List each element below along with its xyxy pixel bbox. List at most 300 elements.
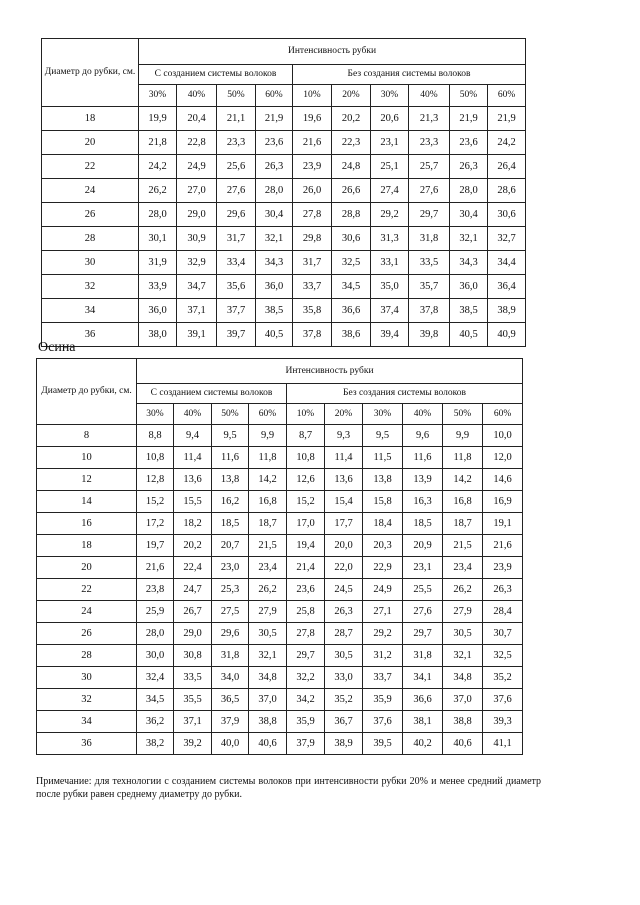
value-cell: 26,0 [293, 179, 332, 203]
intensity-percent-header: 40% [174, 404, 212, 425]
value-cell: 29,7 [409, 203, 450, 227]
intensity-percent-header: 40% [403, 404, 443, 425]
value-cell: 24,9 [177, 155, 217, 179]
diameter-cell: 28 [37, 645, 137, 667]
value-cell: 24,5 [325, 579, 363, 601]
value-cell: 30,5 [443, 623, 483, 645]
section-title-aspen: Осина [38, 340, 76, 355]
value-cell: 40,0 [212, 733, 249, 755]
intensity-percent-header: 10% [293, 85, 332, 107]
diameter-cell: 32 [37, 689, 137, 711]
group-without-trails-header: Без создания системы волоков [287, 384, 523, 404]
value-cell: 33,7 [293, 275, 332, 299]
value-cell: 40,6 [443, 733, 483, 755]
value-cell: 38,5 [450, 299, 488, 323]
value-cell: 19,1 [483, 513, 523, 535]
value-cell: 26,3 [325, 601, 363, 623]
value-cell: 21,9 [256, 107, 293, 131]
value-cell: 36,5 [212, 689, 249, 711]
value-cell: 18,7 [249, 513, 287, 535]
value-cell: 29,2 [363, 623, 403, 645]
value-cell: 13,8 [363, 469, 403, 491]
value-cell: 30,6 [332, 227, 371, 251]
table-row [42, 323, 526, 347]
value-cell: 23,0 [212, 557, 249, 579]
intensity-percent-header: 50% [443, 404, 483, 425]
value-cell: 34,8 [249, 667, 287, 689]
value-cell: 27,8 [293, 203, 332, 227]
value-cell: 18,7 [443, 513, 483, 535]
value-cell: 15,4 [325, 491, 363, 513]
value-cell: 11,6 [212, 447, 249, 469]
intensity-percent-header: 60% [256, 85, 293, 107]
value-cell: 16,9 [483, 491, 523, 513]
value-cell: 19,6 [293, 107, 332, 131]
value-cell: 33,5 [174, 667, 212, 689]
value-cell: 15,2 [287, 491, 325, 513]
value-cell: 33,9 [139, 275, 177, 299]
value-cell: 33,7 [363, 667, 403, 689]
value-cell: 35,7 [409, 275, 450, 299]
group-without-trails-header: Без создания системы волоков [293, 65, 526, 85]
diameter-cell: 18 [42, 107, 139, 131]
value-cell: 37,6 [363, 711, 403, 733]
value-cell: 11,5 [363, 447, 403, 469]
value-cell: 18,2 [174, 513, 212, 535]
value-cell: 32,7 [488, 227, 526, 251]
value-cell: 37,8 [293, 323, 332, 347]
value-cell: 13,9 [403, 469, 443, 491]
diameter-cell: 20 [37, 557, 137, 579]
value-cell: 31,9 [139, 251, 177, 275]
value-cell: 41,1 [483, 733, 523, 755]
value-cell: 10,8 [137, 447, 174, 469]
value-cell: 16,8 [249, 491, 287, 513]
intensity-percent-header: 50% [217, 85, 256, 107]
value-cell: 16,8 [443, 491, 483, 513]
value-cell: 23,9 [483, 557, 523, 579]
value-cell: 33,5 [409, 251, 450, 275]
value-cell: 35,9 [287, 711, 325, 733]
value-cell: 33,1 [371, 251, 409, 275]
value-cell: 19,7 [137, 535, 174, 557]
intensity-percent-header: 50% [212, 404, 249, 425]
table-row [42, 155, 526, 179]
value-cell: 21,9 [450, 107, 488, 131]
value-cell: 17,2 [137, 513, 174, 535]
value-cell: 9,9 [443, 425, 483, 447]
value-cell: 29,6 [212, 623, 249, 645]
value-cell: 27,4 [371, 179, 409, 203]
diameter-cell: 22 [37, 579, 137, 601]
value-cell: 9,5 [212, 425, 249, 447]
value-cell: 21,6 [483, 535, 523, 557]
value-cell: 37,6 [483, 689, 523, 711]
value-cell: 32,2 [287, 667, 325, 689]
value-cell: 37,9 [287, 733, 325, 755]
diameter-cell: 32 [42, 275, 139, 299]
value-cell: 22,8 [177, 131, 217, 155]
value-cell: 35,9 [363, 689, 403, 711]
value-cell: 20,7 [212, 535, 249, 557]
value-cell: 30,5 [249, 623, 287, 645]
value-cell: 30,0 [137, 645, 174, 667]
value-cell: 39,5 [363, 733, 403, 755]
value-cell: 21,4 [287, 557, 325, 579]
value-cell: 32,1 [256, 227, 293, 251]
value-cell: 28,4 [483, 601, 523, 623]
intensity-header: Интенсивность рубки [137, 359, 523, 384]
value-cell: 22,4 [174, 557, 212, 579]
value-cell: 31,8 [409, 227, 450, 251]
diameter-cell: 14 [37, 491, 137, 513]
value-cell: 25,6 [217, 155, 256, 179]
value-cell: 21,9 [488, 107, 526, 131]
table-row [37, 601, 523, 623]
table-row [37, 447, 523, 469]
value-cell: 32,5 [483, 645, 523, 667]
value-cell: 31,8 [403, 645, 443, 667]
value-cell: 20,3 [363, 535, 403, 557]
value-cell: 38,5 [256, 299, 293, 323]
value-cell: 31,8 [212, 645, 249, 667]
value-cell: 29,0 [174, 623, 212, 645]
diameter-cell: 26 [37, 623, 137, 645]
table-row [37, 711, 523, 733]
diameter-cell: 36 [42, 323, 139, 347]
diameter-header: Диаметр до рубки, см. [42, 39, 139, 107]
value-cell: 11,4 [325, 447, 363, 469]
value-cell: 35,6 [217, 275, 256, 299]
value-cell: 31,2 [363, 645, 403, 667]
value-cell: 37,9 [212, 711, 249, 733]
value-cell: 38,9 [488, 299, 526, 323]
diameter-cell: 22 [42, 155, 139, 179]
table-row [37, 513, 523, 535]
value-cell: 27,9 [249, 601, 287, 623]
value-cell: 34,2 [287, 689, 325, 711]
value-cell: 39,8 [409, 323, 450, 347]
value-cell: 38,0 [139, 323, 177, 347]
value-cell: 38,9 [325, 733, 363, 755]
value-cell: 26,3 [256, 155, 293, 179]
value-cell: 12,0 [483, 447, 523, 469]
value-cell: 11,8 [249, 447, 287, 469]
value-cell: 26,2 [249, 579, 287, 601]
value-cell: 34,3 [450, 251, 488, 275]
value-cell: 20,2 [332, 107, 371, 131]
value-cell: 20,0 [325, 535, 363, 557]
value-cell: 23,8 [137, 579, 174, 601]
intensity-percent-header: 60% [483, 404, 523, 425]
value-cell: 38,8 [249, 711, 287, 733]
value-cell: 29,8 [293, 227, 332, 251]
value-cell: 18,5 [403, 513, 443, 535]
value-cell: 24,7 [174, 579, 212, 601]
value-cell: 36,0 [139, 299, 177, 323]
value-cell: 26,3 [483, 579, 523, 601]
value-cell: 23,6 [287, 579, 325, 601]
value-cell: 13,6 [174, 469, 212, 491]
value-cell: 20,2 [174, 535, 212, 557]
value-cell: 11,6 [403, 447, 443, 469]
group-with-trails-header: С созданием системы волоков [139, 65, 293, 85]
value-cell: 10,8 [287, 447, 325, 469]
intensity-percent-header: 30% [371, 85, 409, 107]
value-cell: 37,4 [371, 299, 409, 323]
value-cell: 27,8 [287, 623, 325, 645]
table-row [37, 557, 523, 579]
diameter-cell: 24 [42, 179, 139, 203]
value-cell: 8,8 [137, 425, 174, 447]
value-cell: 28,8 [332, 203, 371, 227]
value-cell: 17,0 [287, 513, 325, 535]
value-cell: 32,1 [450, 227, 488, 251]
value-cell: 26,6 [332, 179, 371, 203]
diameter-cell: 16 [37, 513, 137, 535]
value-cell: 30,9 [177, 227, 217, 251]
diameter-cell: 34 [42, 299, 139, 323]
value-cell: 9,5 [363, 425, 403, 447]
value-cell: 30,4 [450, 203, 488, 227]
table-row [42, 227, 526, 251]
diameter-cell: 34 [37, 711, 137, 733]
value-cell: 29,2 [371, 203, 409, 227]
value-cell: 21,6 [293, 131, 332, 155]
value-cell: 12,8 [137, 469, 174, 491]
value-cell: 19,9 [139, 107, 177, 131]
value-cell: 15,5 [174, 491, 212, 513]
value-cell: 9,9 [249, 425, 287, 447]
value-cell: 37,0 [249, 689, 287, 711]
intensity-percent-header: 60% [488, 85, 526, 107]
value-cell: 39,1 [177, 323, 217, 347]
table-row [42, 275, 526, 299]
value-cell: 32,4 [137, 667, 174, 689]
value-cell: 30,6 [488, 203, 526, 227]
value-cell: 24,2 [488, 131, 526, 155]
value-cell: 36,4 [488, 275, 526, 299]
value-cell: 28,6 [488, 179, 526, 203]
table-row [37, 579, 523, 601]
diameter-cell: 10 [37, 447, 137, 469]
intensity-percent-header: 40% [409, 85, 450, 107]
diameter-header: Диаметр до рубки, см. [37, 359, 137, 425]
value-cell: 22,3 [332, 131, 371, 155]
value-cell: 25,1 [371, 155, 409, 179]
value-cell: 35,5 [174, 689, 212, 711]
value-cell: 10,0 [483, 425, 523, 447]
value-cell: 35,8 [293, 299, 332, 323]
value-cell: 26,7 [174, 601, 212, 623]
value-cell: 32,1 [249, 645, 287, 667]
intensity-percent-header: 50% [450, 85, 488, 107]
value-cell: 29,7 [403, 623, 443, 645]
value-cell: 16,2 [212, 491, 249, 513]
table-row [37, 535, 523, 557]
diameter-cell: 20 [42, 131, 139, 155]
value-cell: 35,2 [325, 689, 363, 711]
value-cell: 17,7 [325, 513, 363, 535]
value-cell: 27,6 [409, 179, 450, 203]
value-cell: 28,0 [139, 203, 177, 227]
value-cell: 32,9 [177, 251, 217, 275]
value-cell: 36,6 [403, 689, 443, 711]
diameter-cell: 8 [37, 425, 137, 447]
intensity-percent-header: 30% [363, 404, 403, 425]
value-cell: 24,8 [332, 155, 371, 179]
value-cell: 32,1 [443, 645, 483, 667]
table-row [37, 733, 523, 755]
value-cell: 23,3 [409, 131, 450, 155]
value-cell: 28,7 [325, 623, 363, 645]
value-cell: 20,4 [177, 107, 217, 131]
value-cell: 32,5 [332, 251, 371, 275]
value-cell: 22,9 [363, 557, 403, 579]
value-cell: 37,0 [443, 689, 483, 711]
table-row [37, 645, 523, 667]
value-cell: 28,0 [450, 179, 488, 203]
value-cell: 23,4 [249, 557, 287, 579]
value-cell: 14,6 [483, 469, 523, 491]
value-cell: 30,7 [483, 623, 523, 645]
value-cell: 34,8 [443, 667, 483, 689]
value-cell: 36,6 [332, 299, 371, 323]
value-cell: 40,5 [450, 323, 488, 347]
intensity-percent-header: 10% [287, 404, 325, 425]
intensity-percent-header: 20% [325, 404, 363, 425]
value-cell: 20,6 [371, 107, 409, 131]
value-cell: 40,6 [249, 733, 287, 755]
value-cell: 26,3 [450, 155, 488, 179]
value-cell: 34,0 [212, 667, 249, 689]
intensity-percent-header: 40% [177, 85, 217, 107]
value-cell: 33,0 [325, 667, 363, 689]
value-cell: 14,2 [249, 469, 287, 491]
value-cell: 23,3 [217, 131, 256, 155]
value-cell: 28,0 [137, 623, 174, 645]
value-cell: 31,7 [293, 251, 332, 275]
value-cell: 36,7 [325, 711, 363, 733]
intensity-percent-header: 30% [137, 404, 174, 425]
value-cell: 12,6 [287, 469, 325, 491]
diameter-cell: 30 [42, 251, 139, 275]
value-cell: 34,1 [403, 667, 443, 689]
table-row [37, 491, 523, 513]
value-cell: 30,5 [325, 645, 363, 667]
value-cell: 28,0 [256, 179, 293, 203]
table-row [37, 425, 523, 447]
value-cell: 23,6 [450, 131, 488, 155]
value-cell: 9,4 [174, 425, 212, 447]
value-cell: 11,4 [174, 447, 212, 469]
table-row [37, 667, 523, 689]
value-cell: 35,0 [371, 275, 409, 299]
value-cell: 37,7 [217, 299, 256, 323]
value-cell: 23,6 [256, 131, 293, 155]
diameter-table-2 [36, 358, 523, 755]
value-cell: 39,7 [217, 323, 256, 347]
diameter-cell: 12 [37, 469, 137, 491]
value-cell: 40,9 [488, 323, 526, 347]
intensity-percent-header: 20% [332, 85, 371, 107]
value-cell: 16,3 [403, 491, 443, 513]
value-cell: 35,2 [483, 667, 523, 689]
value-cell: 38,8 [443, 711, 483, 733]
value-cell: 13,6 [325, 469, 363, 491]
diameter-table-1 [41, 38, 526, 347]
value-cell: 37,1 [177, 299, 217, 323]
value-cell: 27,0 [177, 179, 217, 203]
value-cell: 21,3 [409, 107, 450, 131]
table-row [42, 251, 526, 275]
value-cell: 38,6 [332, 323, 371, 347]
value-cell: 9,6 [403, 425, 443, 447]
table-row [37, 469, 523, 491]
value-cell: 36,2 [137, 711, 174, 733]
value-cell: 15,8 [363, 491, 403, 513]
value-cell: 36,0 [450, 275, 488, 299]
value-cell: 27,5 [212, 601, 249, 623]
value-cell: 26,2 [443, 579, 483, 601]
intensity-percent-header: 30% [139, 85, 177, 107]
diameter-cell: 24 [37, 601, 137, 623]
value-cell: 39,3 [483, 711, 523, 733]
value-cell: 27,6 [403, 601, 443, 623]
value-cell: 26,2 [139, 179, 177, 203]
diameter-cell: 28 [42, 227, 139, 251]
value-cell: 31,7 [217, 227, 256, 251]
value-cell: 25,5 [403, 579, 443, 601]
value-cell: 36,0 [256, 275, 293, 299]
value-cell: 23,1 [371, 131, 409, 155]
value-cell: 34,5 [137, 689, 174, 711]
value-cell: 21,1 [217, 107, 256, 131]
value-cell: 34,7 [177, 275, 217, 299]
value-cell: 29,6 [217, 203, 256, 227]
value-cell: 24,9 [363, 579, 403, 601]
value-cell: 40,2 [403, 733, 443, 755]
value-cell: 22,0 [325, 557, 363, 579]
value-cell: 21,5 [249, 535, 287, 557]
intensity-percent-header: 60% [249, 404, 287, 425]
group-with-trails-header: С созданием системы волоков [137, 384, 287, 404]
value-cell: 38,2 [137, 733, 174, 755]
value-cell: 27,9 [443, 601, 483, 623]
diameter-cell: 26 [42, 203, 139, 227]
table-row [37, 689, 523, 711]
value-cell: 18,5 [212, 513, 249, 535]
value-cell: 19,4 [287, 535, 325, 557]
value-cell: 20,9 [403, 535, 443, 557]
value-cell: 26,4 [488, 155, 526, 179]
intensity-header: Интенсивность рубки [139, 39, 526, 65]
value-cell: 30,1 [139, 227, 177, 251]
value-cell: 15,2 [137, 491, 174, 513]
value-cell: 40,5 [256, 323, 293, 347]
table-row [42, 107, 526, 131]
value-cell: 27,6 [217, 179, 256, 203]
value-cell: 29,7 [287, 645, 325, 667]
value-cell: 33,4 [217, 251, 256, 275]
table-row [42, 131, 526, 155]
value-cell: 29,0 [177, 203, 217, 227]
value-cell: 31,3 [371, 227, 409, 251]
value-cell: 34,5 [332, 275, 371, 299]
value-cell: 34,3 [256, 251, 293, 275]
value-cell: 23,1 [403, 557, 443, 579]
value-cell: 25,7 [409, 155, 450, 179]
